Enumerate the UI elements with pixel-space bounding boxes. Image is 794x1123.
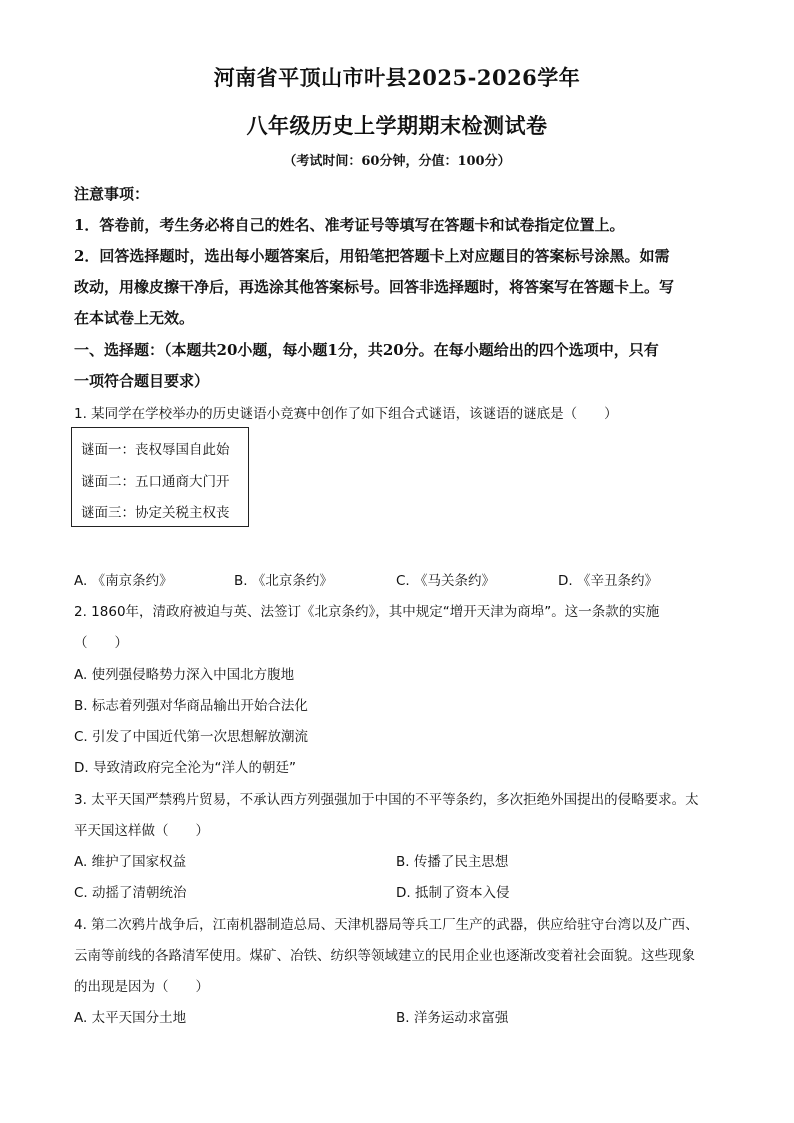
q1-option-c: C. 《马关条约》 xyxy=(396,573,496,589)
q4-option-b: B. 洋务运动求富强 xyxy=(396,1010,509,1026)
q4-stem-line1: 4. 第二次鸦片战争后，江南机器制造总局、天津机器局等兵工厂生产的武器，供应给驻守台湾以及广西、 xyxy=(74,917,699,933)
q2-option-d: D. 导致清政府完全沦为“洋人的朝廷” xyxy=(74,760,296,776)
q3-stem-line1: 3. 太平天国严禁鸦片贸易，不承认西方列强强加于中国的不平等条约，多次拒绝外国提出的侵略要求。太 xyxy=(74,792,699,808)
q2-option-c: C. 引发了中国近代第一次思想解放潮流 xyxy=(74,729,309,745)
q4-stem-line3: 的出现是因为（ ） xyxy=(74,979,209,995)
q1-stem: 1. 某同学在学校举办的历史谜语小竞赛中创作了如下组合式谜语，该谜语的谜底是（ ） xyxy=(74,406,618,422)
section1-heading-line1: 一、选择题：（本题共20小题，每小题1分，共20分。在每小题给出的四个选项中，只有 xyxy=(74,341,659,359)
q2-stem-line1: 2. 1860年，清政府被迫与英、法签订《北京条约》，其中规定“增开天津为商埠”。这一条款的实施 xyxy=(74,604,660,620)
q2-stem-line2: （ ） xyxy=(74,635,128,651)
q3-option-d: D. 抵制了资本入侵 xyxy=(396,885,510,901)
q3-option-c: C. 动摇了清朝统治 xyxy=(74,885,187,901)
notice-heading: 注意事项： xyxy=(74,185,150,203)
q1-option-a: A. 《南京条约》 xyxy=(74,573,173,589)
q1-riddle-1: 谜面一：丧权辱国自此始 xyxy=(81,442,230,458)
q4-stem-line2: 云南等前线的各路清军使用。煤矿、冶铁、纺织等领域建立的民用企业也逐渐改变着社会面貌。这些现象 xyxy=(74,948,695,964)
section1-heading-line2: 一项符合题目要求） xyxy=(74,372,210,390)
exam-title-line1: 河南省平顶山市叶县2025-2026学年 xyxy=(213,65,581,90)
q2-option-a: A. 使列强侵略势力深入中国北方腹地 xyxy=(74,667,295,683)
q1-riddle-2: 谜面二：五口通商大门开 xyxy=(81,474,230,490)
q3-stem-line2: 平天国这样做（ ） xyxy=(74,823,209,839)
notice-item-2-line3: 在本试卷上无效。 xyxy=(74,309,195,327)
exam-info: （考试时间：60分钟，分值：100分） xyxy=(283,154,511,169)
q4-option-a: A. 太平天国分土地 xyxy=(74,1010,187,1026)
notice-item-2-line2: 改动，用橡皮擦干净后，再选涂其他答案标号。回答非选择题时，将答案写在答题卡上。写 xyxy=(74,278,675,296)
q3-option-a: A. 维护了国家权益 xyxy=(74,854,187,870)
q1-riddle-3: 谜面三：协定关税主权丧 xyxy=(81,505,230,521)
notice-item-1: 1．答卷前，考生务必将自己的姓名、准考证号等填写在答题卡和试卷指定位置上。 xyxy=(74,216,625,234)
q3-option-b: B. 传播了民主思想 xyxy=(396,854,509,870)
exam-title-line2: 八年级历史上学期期末检测试卷 xyxy=(246,113,548,138)
q1-option-d: D. 《辛丑条约》 xyxy=(558,573,658,589)
q2-option-b: B. 标志着列强对华商品输出开始合法化 xyxy=(74,698,308,714)
q1-riddle-box xyxy=(71,427,249,527)
q1-option-b: B. 《北京条约》 xyxy=(234,573,333,589)
notice-item-2-line1: 2．回答选择题时，选出每小题答案后，用铅笔把答题卡上对应题目的答案标号涂黑。如需 xyxy=(74,247,670,265)
